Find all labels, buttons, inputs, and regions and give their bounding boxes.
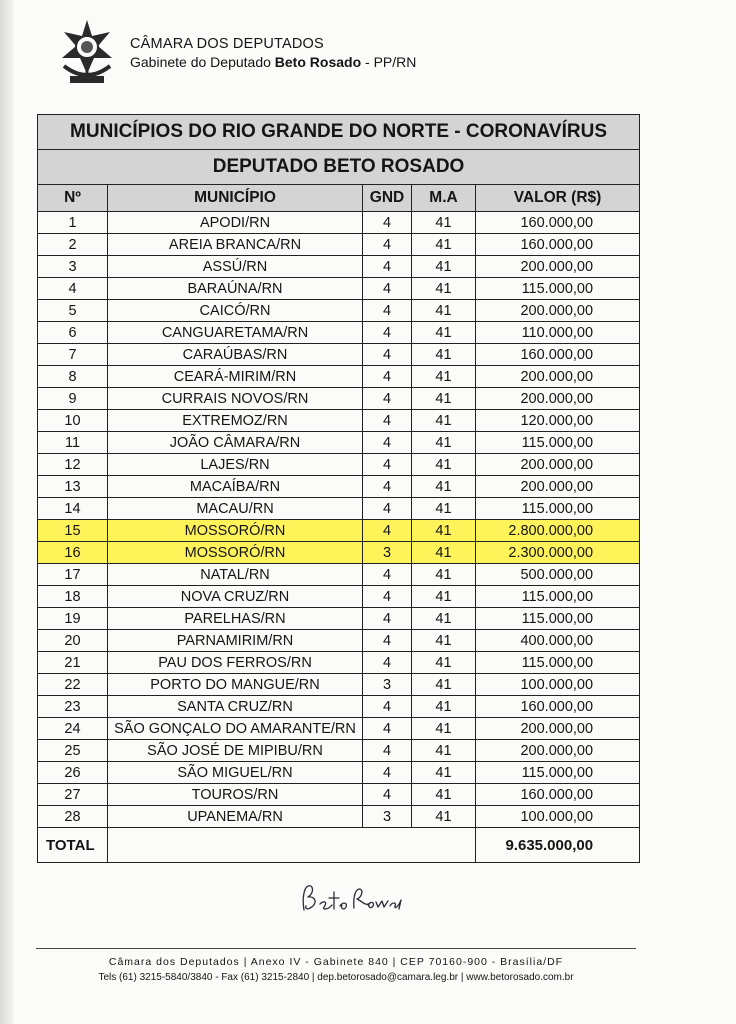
row-number: 2 (38, 234, 108, 256)
row-ma: 41 (412, 366, 476, 388)
table-row (38, 212, 640, 234)
row-gnd: 3 (363, 542, 412, 564)
row-number: 19 (38, 608, 108, 630)
footer (36, 955, 636, 985)
row-ma: 41 (412, 432, 476, 454)
row-number: 28 (38, 806, 108, 828)
row-gnd: 4 (363, 278, 412, 300)
table-row (38, 256, 640, 278)
row-municipio: TOUROS/RN (108, 784, 363, 806)
table-row (38, 718, 640, 740)
table-row (38, 740, 640, 762)
column-header-number: Nº (38, 185, 108, 212)
row-municipio: CANGUARETAMA/RN (108, 322, 363, 344)
table-row (38, 586, 640, 608)
row-municipio: BARAÚNA/RN (108, 278, 363, 300)
column-header-ma: M.A (412, 185, 476, 212)
row-gnd: 4 (363, 520, 412, 542)
row-ma: 41 (412, 784, 476, 806)
row-valor: 160.000,00 (476, 234, 640, 256)
row-number: 6 (38, 322, 108, 344)
table-row (38, 388, 640, 410)
table-row (38, 498, 640, 520)
row-gnd: 3 (363, 674, 412, 696)
row-valor: 120.000,00 (476, 410, 640, 432)
row-gnd: 4 (363, 300, 412, 322)
table-row (38, 806, 640, 828)
row-municipio: PARNAMIRIM/RN (108, 630, 363, 652)
row-number: 15 (38, 520, 108, 542)
row-municipio: UPANEMA/RN (108, 806, 363, 828)
row-number: 1 (38, 212, 108, 234)
row-ma: 41 (412, 388, 476, 410)
row-municipio: NATAL/RN (108, 564, 363, 586)
row-number: 11 (38, 432, 108, 454)
row-number: 20 (38, 630, 108, 652)
row-ma: 41 (412, 498, 476, 520)
row-valor: 115.000,00 (476, 762, 640, 784)
row-municipio: MOSSORÓ/RN (108, 542, 363, 564)
row-number: 14 (38, 498, 108, 520)
table-row (38, 234, 640, 256)
row-valor: 200.000,00 (476, 300, 640, 322)
coat-of-arms-icon (56, 18, 118, 88)
institution-name: CÂMARA DOS DEPUTADOS (130, 36, 324, 52)
row-municipio: CEARÁ-MIRIM/RN (108, 366, 363, 388)
footer-divider (36, 948, 636, 949)
row-valor: 115.000,00 (476, 278, 640, 300)
column-header-municipio: MUNICÍPIO (108, 185, 363, 212)
row-number: 12 (38, 454, 108, 476)
row-gnd: 4 (363, 564, 412, 586)
row-number: 23 (38, 696, 108, 718)
row-valor: 200.000,00 (476, 740, 640, 762)
table-row (38, 454, 640, 476)
row-municipio: SANTA CRUZ/RN (108, 696, 363, 718)
total-value: 9.635.000,00 (476, 828, 640, 863)
row-number: 27 (38, 784, 108, 806)
table-row (38, 278, 640, 300)
row-ma: 41 (412, 410, 476, 432)
row-ma: 41 (412, 256, 476, 278)
row-valor: 115.000,00 (476, 608, 640, 630)
row-gnd: 4 (363, 762, 412, 784)
table-row (38, 476, 640, 498)
row-ma: 41 (412, 762, 476, 784)
row-municipio: ASSÚ/RN (108, 256, 363, 278)
table-row (38, 520, 640, 542)
total-label: TOTAL (38, 828, 108, 863)
row-municipio: SÃO JOSÉ DE MIPIBU/RN (108, 740, 363, 762)
row-number: 13 (38, 476, 108, 498)
row-valor: 100.000,00 (476, 674, 640, 696)
row-ma: 41 (412, 586, 476, 608)
table-row (38, 432, 640, 454)
row-valor: 160.000,00 (476, 344, 640, 366)
row-municipio: MOSSORÓ/RN (108, 520, 363, 542)
row-municipio: NOVA CRUZ/RN (108, 586, 363, 608)
row-ma: 41 (412, 696, 476, 718)
table-row (38, 674, 640, 696)
row-valor: 200.000,00 (476, 388, 640, 410)
total-row (38, 828, 640, 863)
row-ma: 41 (412, 608, 476, 630)
row-gnd: 4 (363, 366, 412, 388)
row-ma: 41 (412, 806, 476, 828)
table-row (38, 630, 640, 652)
row-valor: 2.800.000,00 (476, 520, 640, 542)
row-gnd: 4 (363, 234, 412, 256)
table-row (38, 542, 640, 564)
table-row (38, 762, 640, 784)
column-header-valor: VALOR (R$) (476, 185, 640, 212)
row-gnd: 4 (363, 652, 412, 674)
row-gnd: 4 (363, 740, 412, 762)
row-gnd: 4 (363, 498, 412, 520)
row-gnd: 4 (363, 212, 412, 234)
row-ma: 41 (412, 344, 476, 366)
row-number: 21 (38, 652, 108, 674)
row-ma: 41 (412, 630, 476, 652)
office-name: Gabinete do Deputado Beto Rosado - PP/RN (130, 54, 417, 70)
table-body (38, 212, 640, 828)
allocation-table-container (37, 114, 639, 863)
row-ma: 41 (412, 278, 476, 300)
row-valor: 200.000,00 (476, 718, 640, 740)
row-ma: 41 (412, 520, 476, 542)
row-number: 26 (38, 762, 108, 784)
row-municipio: SÃO GONÇALO DO AMARANTE/RN (108, 718, 363, 740)
row-ma: 41 (412, 322, 476, 344)
footer-address: Câmara dos Deputados | Anexo IV - Gabinete 840 | CEP 70160-900 - Brasília/DF (108, 956, 564, 968)
row-gnd: 4 (363, 344, 412, 366)
row-ma: 41 (412, 234, 476, 256)
row-number: 18 (38, 586, 108, 608)
row-municipio: JOÃO CÂMARA/RN (108, 432, 363, 454)
row-ma: 41 (412, 740, 476, 762)
table-row (38, 322, 640, 344)
row-ma: 41 (412, 454, 476, 476)
row-municipio: PAU DOS FERROS/RN (108, 652, 363, 674)
row-number: 4 (38, 278, 108, 300)
row-municipio: PARELHAS/RN (108, 608, 363, 630)
row-municipio: APODI/RN (108, 212, 363, 234)
row-valor: 100.000,00 (476, 806, 640, 828)
row-number: 10 (38, 410, 108, 432)
row-valor: 115.000,00 (476, 652, 640, 674)
row-valor: 2.300.000,00 (476, 542, 640, 564)
row-municipio: AREIA BRANCA/RN (108, 234, 363, 256)
row-ma: 41 (412, 542, 476, 564)
page-edge-shadow (0, 0, 14, 1024)
table-title: MUNICÍPIOS DO RIO GRANDE DO NORTE - CORONAVÍRUS (38, 115, 640, 150)
row-valor: 160.000,00 (476, 784, 640, 806)
row-number: 16 (38, 542, 108, 564)
table-row (38, 300, 640, 322)
row-valor: 200.000,00 (476, 256, 640, 278)
row-gnd: 4 (363, 432, 412, 454)
row-municipio: LAJES/RN (108, 454, 363, 476)
row-municipio: MACAU/RN (108, 498, 363, 520)
row-gnd: 3 (363, 806, 412, 828)
row-number: 3 (38, 256, 108, 278)
row-number: 17 (38, 564, 108, 586)
row-number: 5 (38, 300, 108, 322)
allocation-table (37, 114, 640, 863)
row-gnd: 4 (363, 410, 412, 432)
row-valor: 115.000,00 (476, 498, 640, 520)
row-municipio: CURRAIS NOVOS/RN (108, 388, 363, 410)
column-header-gnd: GND (363, 185, 412, 212)
row-gnd: 4 (363, 586, 412, 608)
table-row (38, 784, 640, 806)
letterhead (56, 18, 416, 88)
table-subtitle: DEPUTADO BETO ROSADO (38, 150, 640, 185)
row-municipio: CAICÓ/RN (108, 300, 363, 322)
row-gnd: 4 (363, 608, 412, 630)
table-row (38, 344, 640, 366)
row-gnd: 4 (363, 322, 412, 344)
row-valor: 110.000,00 (476, 322, 640, 344)
row-number: 8 (38, 366, 108, 388)
table-row (38, 696, 640, 718)
row-valor: 115.000,00 (476, 432, 640, 454)
row-municipio: CARAÚBAS/RN (108, 344, 363, 366)
table-row (38, 608, 640, 630)
row-valor: 200.000,00 (476, 366, 640, 388)
table-row (38, 652, 640, 674)
row-ma: 41 (412, 652, 476, 674)
row-gnd: 4 (363, 630, 412, 652)
row-ma: 41 (412, 564, 476, 586)
row-valor: 400.000,00 (476, 630, 640, 652)
total-spacer (108, 828, 476, 863)
row-valor: 200.000,00 (476, 454, 640, 476)
footer-contacts: Tels (61) 3215-5840/3840 - Fax (61) 3215-2840 | dep.betorosado@camara.leg.br | www.betorosado.com.br (98, 972, 574, 983)
row-number: 25 (38, 740, 108, 762)
row-ma: 41 (412, 212, 476, 234)
row-valor: 115.000,00 (476, 586, 640, 608)
row-ma: 41 (412, 476, 476, 498)
row-number: 24 (38, 718, 108, 740)
row-municipio: MACAÍBA/RN (108, 476, 363, 498)
row-number: 7 (38, 344, 108, 366)
row-gnd: 4 (363, 696, 412, 718)
row-gnd: 4 (363, 454, 412, 476)
row-valor: 500.000,00 (476, 564, 640, 586)
row-gnd: 4 (363, 784, 412, 806)
row-municipio: SÃO MIGUEL/RN (108, 762, 363, 784)
row-valor: 160.000,00 (476, 212, 640, 234)
signature-image (298, 880, 408, 916)
row-ma: 41 (412, 300, 476, 322)
row-municipio: PORTO DO MANGUE/RN (108, 674, 363, 696)
table-row (38, 366, 640, 388)
row-municipio: EXTREMOZ/RN (108, 410, 363, 432)
row-valor: 200.000,00 (476, 476, 640, 498)
table-row (38, 410, 640, 432)
row-ma: 41 (412, 718, 476, 740)
row-valor: 160.000,00 (476, 696, 640, 718)
row-number: 22 (38, 674, 108, 696)
table-row (38, 564, 640, 586)
row-gnd: 4 (363, 256, 412, 278)
row-gnd: 4 (363, 388, 412, 410)
row-gnd: 4 (363, 718, 412, 740)
row-ma: 41 (412, 674, 476, 696)
row-gnd: 4 (363, 476, 412, 498)
row-number: 9 (38, 388, 108, 410)
